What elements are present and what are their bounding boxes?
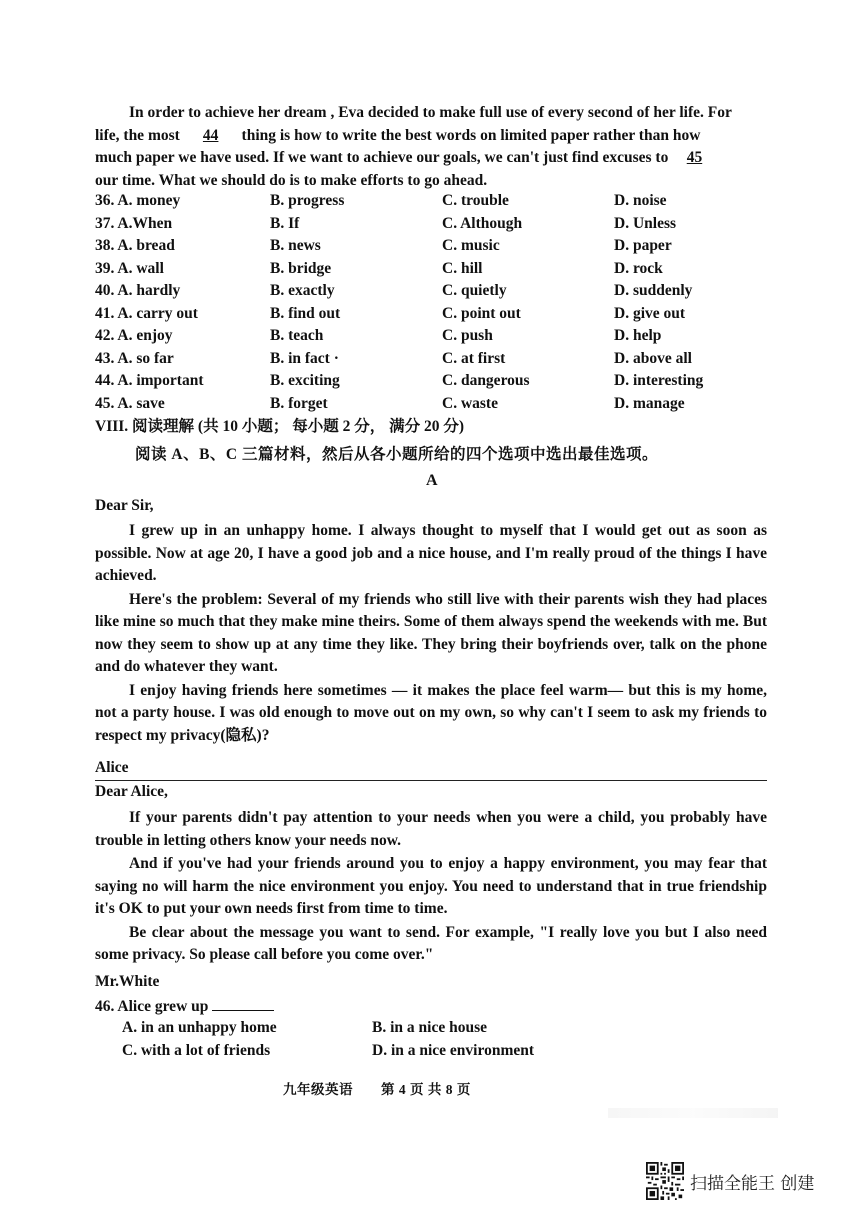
option-d: D. give out <box>614 304 686 322</box>
letter1-paragraph-1: I grew up in an unhappy home. I always thought to myself that I would get out as soon as possible. Now at age 20, I have a good job and a nice house, and I'm really proud of the things I have achieved. <box>95 522 767 584</box>
option-d: D. help <box>614 327 662 344</box>
letter2-body <box>95 807 767 967</box>
letter1-paragraph-2: Here's the problem: Several of my friends who still live with their parents wish they had places like mine so much that they make mine theirs. Some of them always spend the weekends with me. But now they seem to show up at any time they like. They bring their boyfriends over, talk on the phone and do whatever they want. <box>95 590 767 675</box>
cloze-options <box>95 192 775 417</box>
letter1-signature: Alice <box>95 759 129 776</box>
divider-line <box>95 780 767 781</box>
option-d: D. paper <box>614 237 672 254</box>
passage-line-2b: thing is how to write the best words on limited paper rather than how <box>241 126 701 144</box>
qr-code-icon <box>646 1162 684 1200</box>
option-a: 37. A.When <box>95 214 173 232</box>
section-heading: VIII. 阅读理解 (共 10 小题； 每小题 2 分， 满分 20 分) <box>95 418 464 435</box>
scanner-watermark <box>646 1162 814 1200</box>
option-d: D. rock <box>614 259 663 277</box>
option-b: B. forget <box>270 394 328 412</box>
letter1-paragraph-3: I enjoy having friends here sometimes — it makes the place feel warm— but this is my home, not a party house. I was old enough to move out on my own, so why can't I seem to ask my friends to respect my privacy(隐私)? <box>95 681 767 744</box>
scan-bleed-mark <box>608 1108 778 1118</box>
option-a: 44. A. important <box>95 372 204 389</box>
option-d: D. suddenly <box>614 282 693 299</box>
option-a: 36. A. money <box>95 192 181 209</box>
passage-line-2a: life, the most <box>95 126 180 144</box>
question-stem: 46. Alice grew up <box>95 998 209 1015</box>
letter1-salutation: Dear Sir, <box>95 497 154 514</box>
passage-letter: A <box>426 472 438 489</box>
option-c: C. trouble <box>442 192 509 209</box>
option-d: D. interesting <box>614 372 704 389</box>
option-c: C. music <box>442 237 500 254</box>
option-c: C. waste <box>442 394 498 412</box>
option-b: B. teach <box>270 327 324 344</box>
option-a: 43. A. so far <box>95 349 174 367</box>
passage-line-1: In order to achieve her dream , Eva decided to make full use of every second of her life. For <box>129 104 732 121</box>
option-row <box>95 215 775 238</box>
page-footer: 九年级英语 第 4 页 共 8 页 <box>283 1082 471 1097</box>
option-b: B. bridge <box>270 259 332 277</box>
q46-option-a: A. in an unhappy home <box>122 1019 277 1036</box>
option-a: 45. A. save <box>95 394 165 412</box>
section-instruction: 阅读 A、B、C 三篇材料，然后从各小题所给的四个选项中选出最佳选项。 <box>135 446 658 463</box>
option-row <box>95 372 775 395</box>
option-b: B. progress <box>270 192 345 209</box>
cloze-passage-end <box>95 102 767 192</box>
option-d: D. noise <box>614 192 667 209</box>
q46-option-c: C. with a lot of friends <box>122 1042 271 1059</box>
passage-line-3 <box>95 147 767 170</box>
option-row <box>95 327 775 350</box>
q46-option-d: D. in a nice environment <box>372 1042 535 1059</box>
option-b: B. exciting <box>270 372 340 389</box>
option-row <box>95 282 775 305</box>
scanner-label: 扫描全能王 创建 <box>690 1173 815 1194</box>
option-row <box>95 192 775 215</box>
passage-line-4: our time. What we should do is to make efforts to go ahead. <box>95 171 488 189</box>
option-row <box>95 350 775 373</box>
option-c: C. point out <box>442 304 521 322</box>
answer-blank <box>212 996 274 1011</box>
option-c: C. at first <box>442 349 506 367</box>
option-c: C. Although <box>442 214 523 232</box>
option-d: D. above all <box>614 349 692 367</box>
letter2-salutation: Dear Alice, <box>95 783 168 800</box>
option-b: B. If <box>270 214 300 232</box>
blank-45: 45 <box>686 149 703 166</box>
option-b: B. find out <box>270 304 341 322</box>
option-a: 41. A. carry out <box>95 304 198 322</box>
option-c: C. hill <box>442 259 483 277</box>
option-d: D. Unless <box>614 214 677 232</box>
option-a: 42. A. enjoy <box>95 327 173 344</box>
option-b: B. in fact · <box>270 349 339 367</box>
option-row <box>95 305 775 328</box>
option-c: C. quietly <box>442 282 507 299</box>
letter2-paragraph-2: And if you've had your friends around you to enjoy a happy environment, you may fear that saying no will harm the nice environment you enjoy. You need to understand that in true friendship it's OK to put your own needs first from time to time. <box>95 855 767 917</box>
option-b: B. news <box>270 237 321 254</box>
letter2-signature: Mr.White <box>95 973 160 990</box>
blank-44: 44 <box>202 126 219 144</box>
letter2-paragraph-3: Be clear about the message you want to send. For example, "I really love you but I also need some privacy. So please call before you come over." <box>95 923 767 963</box>
passage-line-2 <box>95 125 767 148</box>
option-row <box>95 237 775 260</box>
passage-line-3a: much paper we have used. If we want to achieve our goals, we can't just find excuses to <box>95 149 669 166</box>
q46-option-b: B. in a nice house <box>372 1019 487 1036</box>
option-d: D. manage <box>614 394 685 412</box>
question-46 <box>95 996 274 1016</box>
option-a: 40. A. hardly <box>95 282 181 299</box>
option-c: C. dangerous <box>442 372 530 389</box>
option-row <box>95 260 775 283</box>
option-c: C. push <box>442 327 493 344</box>
letter1-body <box>95 520 767 747</box>
option-a: 38. A. bread <box>95 237 175 254</box>
option-b: B. exactly <box>270 282 335 299</box>
letter2-paragraph-1: If your parents didn't pay attention to your needs when you were a child, you probably have trouble in letting others know your needs now. <box>95 809 767 849</box>
option-a: 39. A. wall <box>95 259 164 277</box>
